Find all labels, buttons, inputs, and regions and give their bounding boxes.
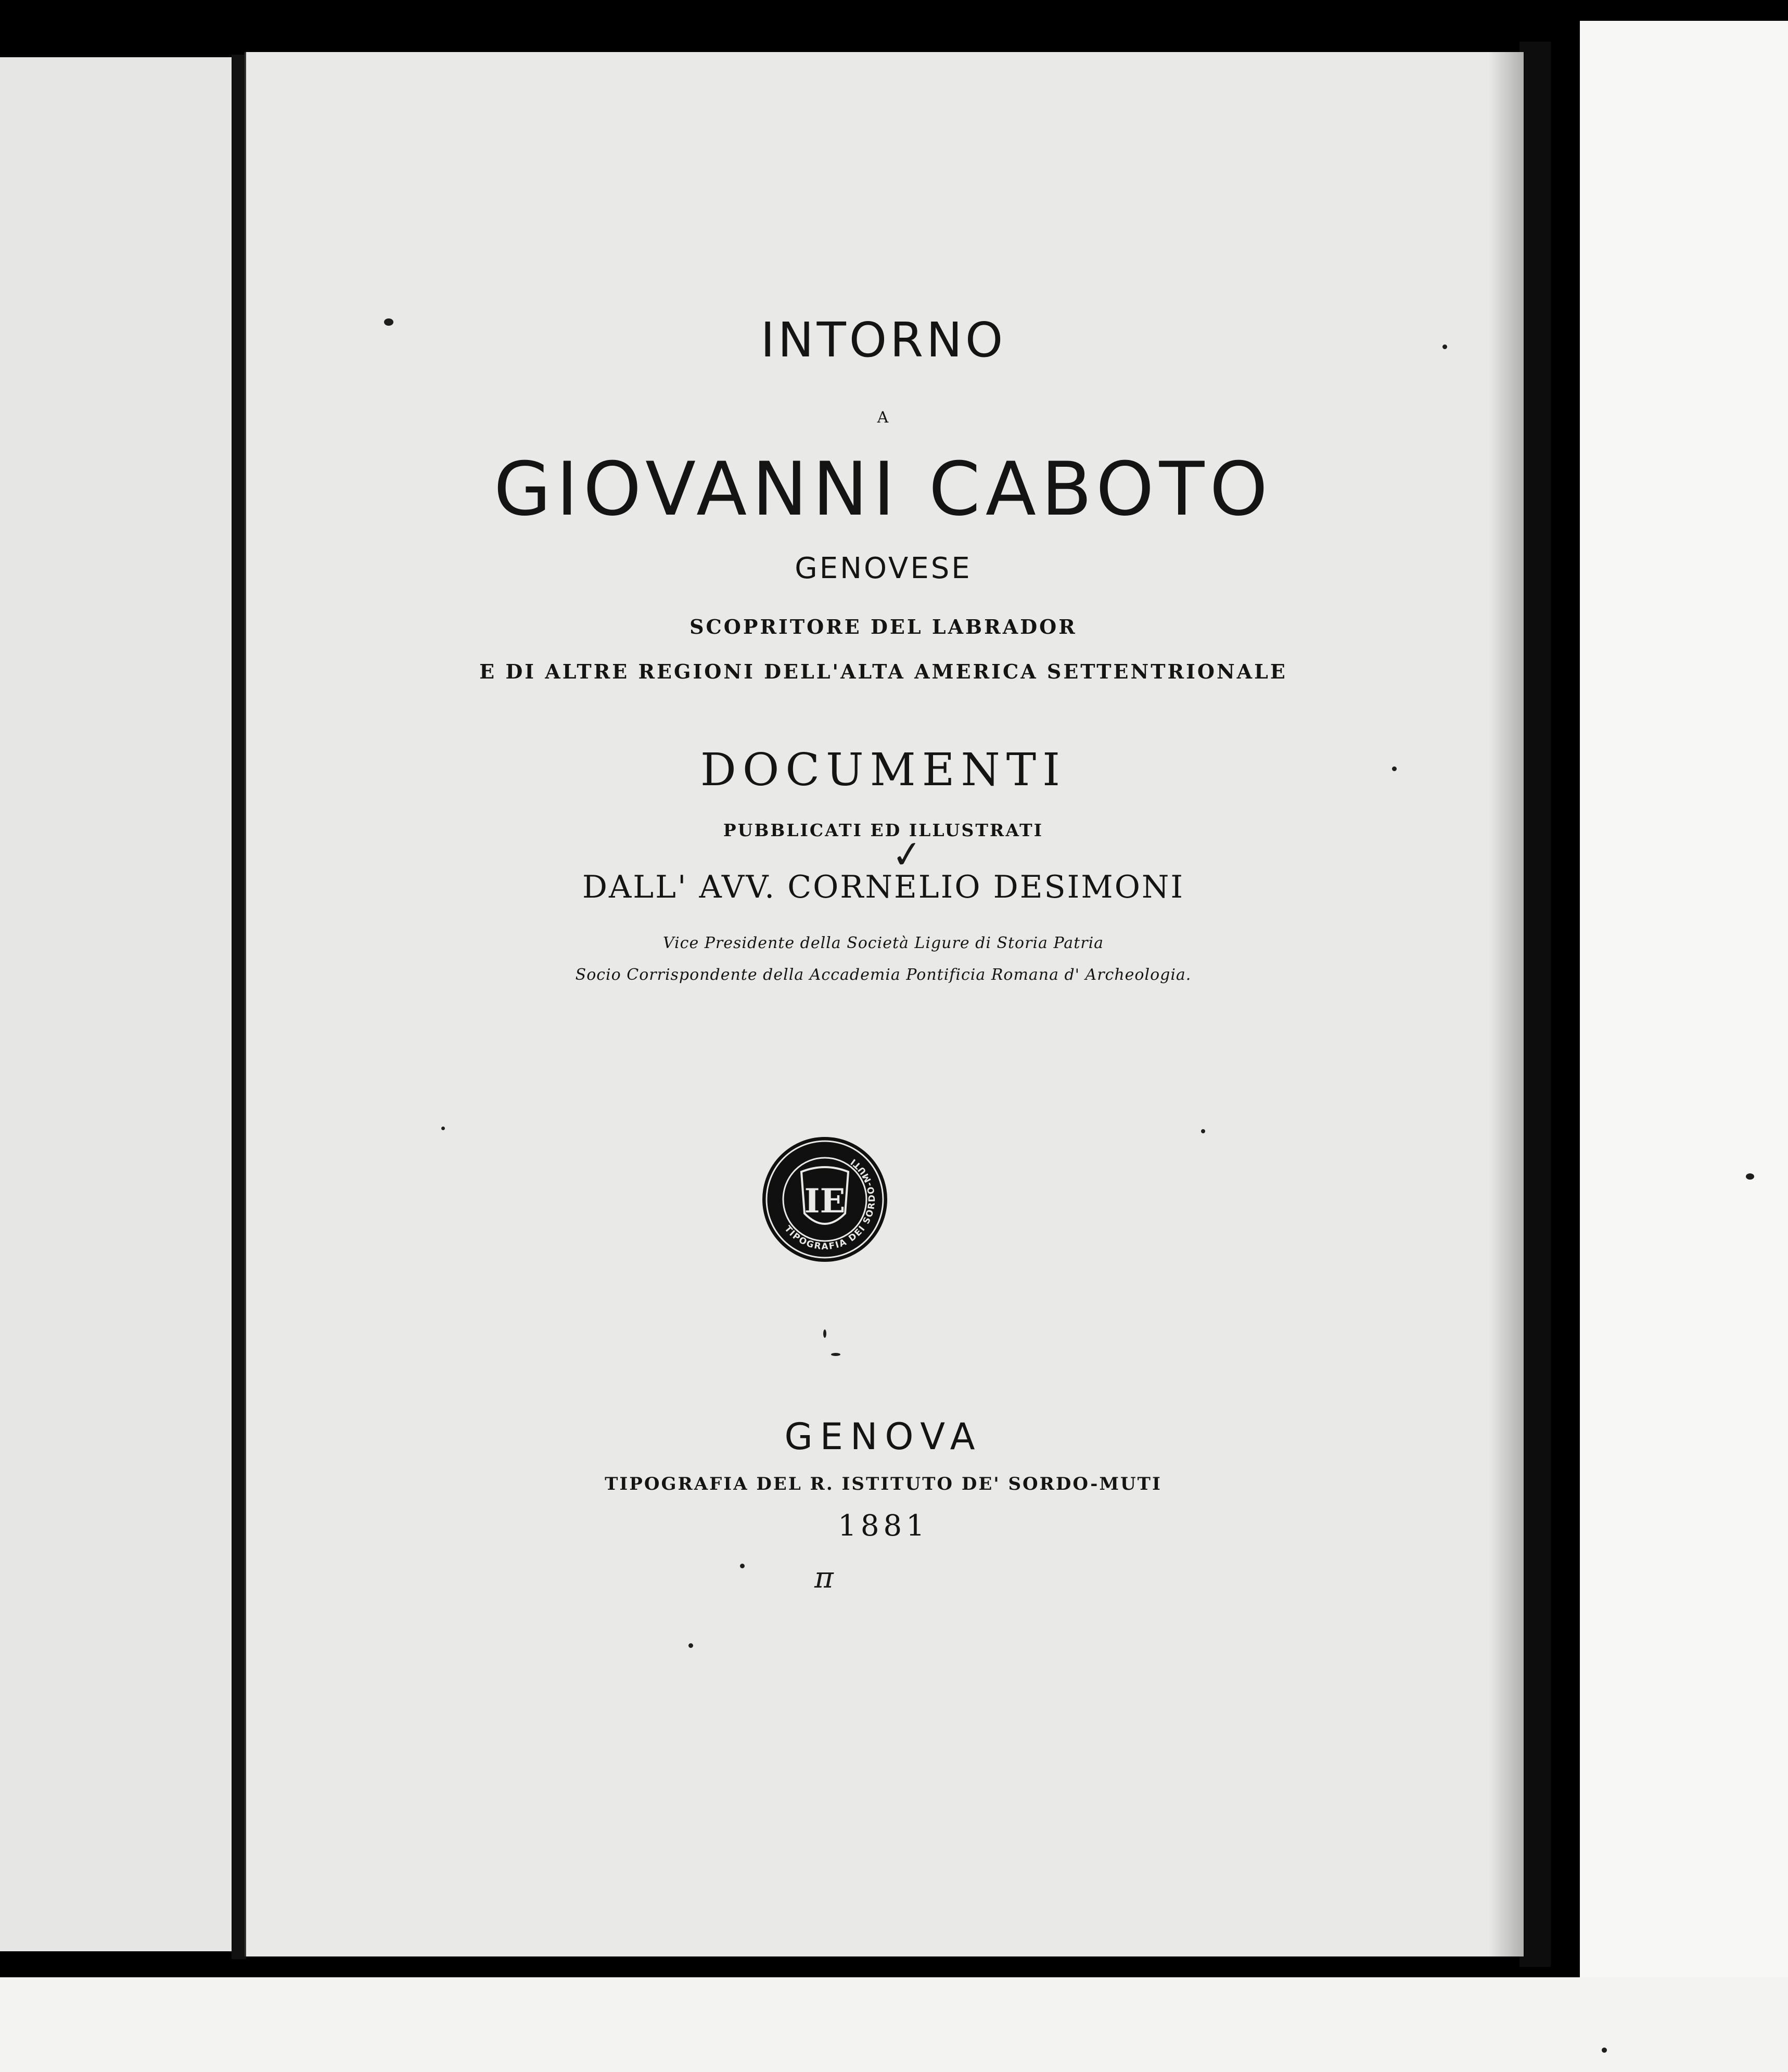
title-genovese: GENOVESE (795, 552, 972, 585)
author-line: DALL' AVV. CORNELIO DESIMONI (582, 869, 1185, 905)
scan-right-margin (1580, 21, 1788, 2072)
subheading-pubblicati: PUBBLICATI ED ILLUSTRATI (723, 820, 1044, 840)
book-spine (232, 55, 246, 1959)
handwritten-check-mark: ✓ (889, 831, 925, 878)
title-a: A (877, 408, 890, 427)
seal-initials: IE (804, 1182, 846, 1221)
paper-speck (441, 1127, 445, 1130)
seal-ring-text: TIPOGRAFIA DEI SORDO-MUTI (782, 1156, 878, 1252)
heading-documenti: DOCUMENTI (700, 744, 1067, 796)
paper-speck (384, 318, 393, 326)
handwritten-pi-mark: π (814, 1561, 834, 1595)
left-facing-page (0, 57, 234, 1951)
title-name: GIOVANNI CABOTO (493, 446, 1273, 532)
paper-speck (1746, 1173, 1754, 1180)
imprint-printer: TIPOGRAFIA DEL R. ISTITUTO DE' SORDO-MUTI (605, 1474, 1162, 1494)
paper-speck (823, 1329, 826, 1338)
scan-bottom-margin (0, 1977, 1788, 2072)
paper-speck (831, 1353, 840, 1356)
subtitle-altre-regioni: E DI ALTRE REGIONI DELL'ALTA AMERICA SETTENTRIONALE (479, 660, 1287, 683)
paper-speck (1602, 2048, 1607, 2053)
author-role-socio: Socio Corrispondente della Accademia Pontificia Romana d' Archeologia. (575, 966, 1192, 984)
imprint-city: GENOVA (784, 1415, 982, 1458)
paper-speck (688, 1643, 693, 1648)
imprint-year: 1881 (838, 1509, 929, 1543)
paper-speck (740, 1564, 745, 1568)
paper-speck (1392, 766, 1397, 771)
author-role-vice-presidente: Vice Presidente della Società Ligure di Storia Patria (662, 934, 1104, 952)
paper-speck (1201, 1129, 1205, 1133)
subtitle-scopritore: SCOPRITORE DEL LABRADOR (689, 615, 1077, 638)
paper-speck (1442, 344, 1447, 349)
printer-seal-icon (761, 1135, 889, 1263)
title-intorno: INTORNO (760, 312, 1006, 368)
